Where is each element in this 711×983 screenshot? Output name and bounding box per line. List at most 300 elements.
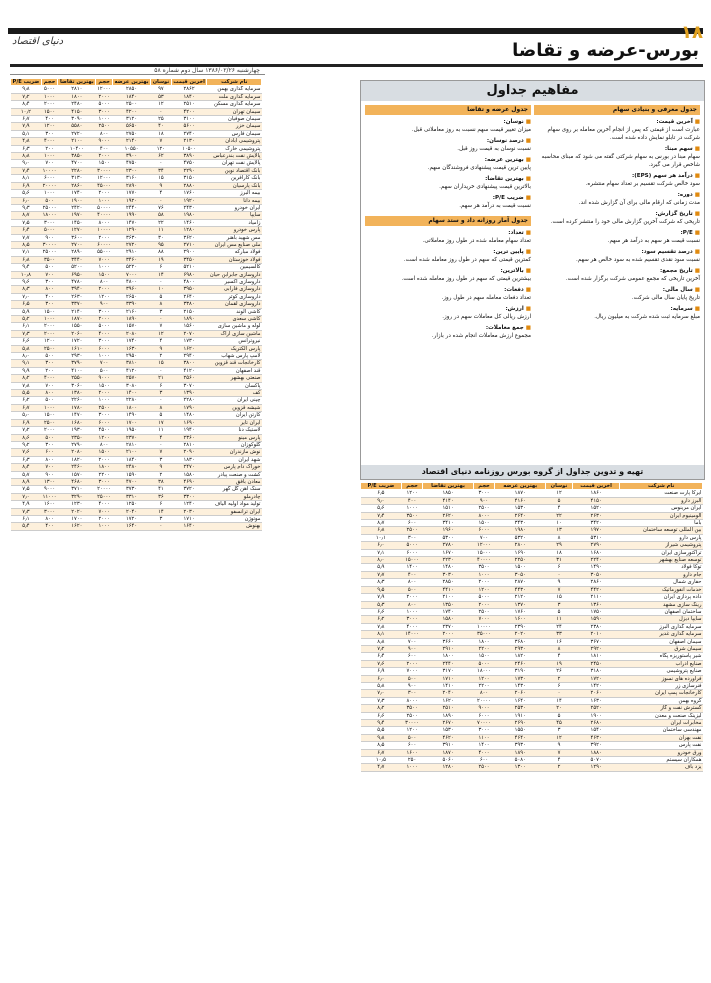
value-cell: ۵۲۲۰ — [112, 264, 150, 271]
value-cell: ۱۷ — [151, 419, 171, 426]
value-cell: ۷۰۰ — [41, 160, 58, 167]
value-cell: ۲۰۲۰ — [58, 508, 96, 515]
value-cell: ۲۴۲۰ — [58, 204, 96, 211]
value-cell: ۲۲ — [151, 219, 171, 226]
value-cell: ۲۳۷۰ — [112, 434, 150, 441]
company-name-cell: داروسازی کوثر — [207, 293, 262, 300]
value-cell: ۶٫۹ — [361, 668, 402, 675]
table-row — [361, 720, 703, 727]
value-cell: ۲۵۵۰ — [58, 375, 96, 382]
value-cell: ۳۰۰۰۰ — [97, 167, 112, 174]
value-cell: ۱۰۵۵۰ — [112, 145, 150, 152]
company-name-cell: مهندسی ساختمان — [620, 727, 703, 734]
value-cell: ۱۷۶۰ — [495, 608, 546, 615]
value-cell: ۵۰۰ — [41, 434, 58, 441]
value-cell: ۵۳۲۰ — [495, 534, 546, 541]
value-cell: ۱۲۰۰ — [401, 490, 423, 497]
value-cell: ۲۵۰۰ — [41, 419, 58, 426]
company-name-cell: کشت و صنعت پیاذر — [207, 471, 262, 478]
value-cell: ۳۰۰ — [41, 278, 58, 285]
value-cell: ۶۹۸۰ — [171, 271, 207, 278]
value-cell: ۹۵ — [151, 241, 171, 248]
value-cell: ۲۲۵۰ — [495, 557, 546, 564]
concept-definition: سود خالص شرکت تقسیم بر تعداد سهام منتشره. — [585, 181, 700, 187]
company-name-cell: نوش مازندران — [207, 449, 262, 456]
value-cell: ۲۱۴۰ — [112, 138, 150, 145]
value-cell: ۹٫۹ — [11, 367, 42, 374]
value-cell: ۲۱۶۰ — [112, 308, 150, 315]
value-cell: ۲۴۵۰ — [572, 660, 619, 667]
table-row — [11, 338, 262, 345]
value-cell: ۶٫۸ — [361, 527, 402, 534]
company-name-cell: خدمات انفورماتیک — [620, 586, 703, 593]
value-cell: ۱۷۷۰ — [112, 190, 150, 197]
value-cell: ۸۰۰ — [96, 130, 113, 137]
value-cell: ۶٫۷ — [11, 404, 42, 411]
value-cell: ۸٫۹ — [11, 478, 42, 485]
value-cell: ۶۰۰۰ — [41, 175, 58, 182]
value-cell: ۴۷۵۰ — [112, 160, 150, 167]
company-name-cell: کارخانجات پمپ ایران — [620, 690, 703, 697]
value-cell: ۳۹۳۰ — [495, 742, 546, 749]
value-cell: ۲۵۰۰ — [96, 404, 113, 411]
value-cell: ۲۳۸۰ — [572, 623, 619, 630]
table-row — [11, 249, 262, 256]
value-cell: ۳۱۲۰ — [112, 116, 150, 123]
value-cell: ۷٫۷ — [11, 234, 42, 241]
value-cell: ۱۰ — [546, 520, 573, 527]
value-cell: ۱۲ — [546, 490, 573, 497]
value-cell: ۳۹۶۰ — [112, 286, 150, 293]
value-cell: ۵۰۰۰ — [41, 86, 58, 93]
table-row — [361, 690, 703, 697]
value-cell: ۴۶۲۰ — [423, 734, 473, 741]
value-cell: ۱۷۵۰ — [572, 608, 619, 615]
value-cell: ۴۰ — [151, 123, 171, 130]
value-cell: ۲۲۳۰ — [423, 557, 473, 564]
company-name-cell: صنایع پتروشیمی — [620, 668, 703, 675]
value-cell: ۳۰۰۰ — [96, 108, 113, 115]
value-cell: ۱۷۹۰ — [171, 404, 207, 411]
table-row — [361, 727, 703, 734]
table-row — [11, 412, 262, 419]
value-cell: ۲۵۰۰ — [473, 764, 495, 771]
company-name-cell: لاستیک دنا — [207, 427, 262, 434]
value-cell: ۳۰۰۰ — [41, 219, 58, 226]
value-cell: ۹ — [151, 464, 171, 471]
value-cell: ۷۰۰ — [41, 271, 58, 278]
value-cell: ۱۲۳۰ — [58, 501, 96, 508]
value-cell: ۱۰۰۰ — [96, 397, 113, 404]
company-name-cell: ملی صنایع مس ایران — [207, 241, 262, 248]
value-cell: ۱۸۴۰ — [171, 93, 207, 100]
value-cell: ۲۰۰۰ — [473, 579, 495, 586]
value-cell: ۴۰۰۰۰ — [473, 557, 495, 564]
value-cell: ۱۹۸۰ — [495, 527, 546, 534]
value-cell: ۲۰۷۰ — [171, 330, 207, 337]
value-cell: ۷۰۰۰۰ — [473, 720, 495, 727]
value-cell: ۱۵۰۰ — [96, 382, 113, 389]
value-cell: ۵۳۰۰ — [423, 534, 473, 541]
concept-definition: تاریخ پایان سال مالی شرکت. — [631, 295, 700, 301]
value-cell: ۳۷۳۰ — [112, 486, 150, 493]
company-name-cell: نفت بهران — [620, 734, 703, 741]
table-row — [361, 594, 703, 601]
value-cell: ۱۰۰۰ — [41, 404, 58, 411]
company-name-cell: ایران ترانسفو — [207, 508, 262, 515]
value-cell: ۱۶۰۰ — [401, 749, 423, 756]
company-name-cell: توکا فولاد — [620, 564, 703, 571]
value-cell: ۶ — [151, 264, 171, 271]
concept-term: ■ ارزش: — [365, 305, 531, 313]
value-cell: ۱۵۵۰ — [58, 323, 96, 330]
table-row — [11, 234, 262, 241]
concept-definition: تعداد سهام معامله شده در طول روز معاملاتی. — [422, 238, 531, 244]
table-row — [11, 160, 262, 167]
value-cell: ۵۰۰۰ — [473, 594, 495, 601]
dateline: چهارشنبه ۱۳۸۶/۰۲/۲۶ سال دوم شماره ۵۸ — [154, 67, 260, 74]
table-row — [11, 404, 262, 411]
company-name-cell: شهد ایران — [207, 456, 262, 463]
table-row — [361, 705, 703, 712]
value-cell: ۱۵ — [546, 594, 573, 601]
value-cell: ۳۶۶۰ — [423, 638, 473, 645]
value-cell: ۱۰۰۰ — [401, 505, 423, 512]
value-cell: ۶٫۹ — [11, 419, 42, 426]
company-name-cell: سیمان اصفهان — [620, 638, 703, 645]
value-cell: ۳۱ — [546, 557, 573, 564]
table-row — [11, 286, 262, 293]
value-cell: ۲۵ — [151, 116, 171, 123]
table-row — [361, 757, 703, 764]
table-row — [11, 301, 262, 308]
table-row — [361, 579, 703, 586]
company-name-cell: بانک کارآفرین — [207, 175, 262, 182]
value-cell: ۲۸۵۰ — [112, 86, 150, 93]
company-name-cell: شیر پاستوریزه پگاه — [620, 653, 703, 660]
value-cell: ۳ — [151, 390, 171, 397]
value-cell: ۱۵۰۰ — [41, 108, 58, 115]
value-cell: ۳۳۹۰ — [112, 301, 150, 308]
value-cell: ۲۰۰۰ — [41, 427, 58, 434]
company-name-cell: آلومینیوم ایران — [620, 512, 703, 519]
value-cell: ۲۷۴۰ — [171, 130, 207, 137]
value-cell: ۱۹۷۰ — [58, 212, 96, 219]
value-cell: ۷۰۰ — [96, 360, 113, 367]
table-row — [11, 330, 262, 337]
concept-term: ■ P/E: — [534, 229, 700, 237]
value-cell: ۸۰۰۰ — [473, 512, 495, 519]
value-cell: ۲۲ — [546, 512, 573, 519]
company-name-cell: همکاران سیستم — [620, 757, 703, 764]
company-name-cell: صنایع آذرآب — [620, 660, 703, 667]
value-cell: ۷۰۰۰ — [112, 271, 150, 278]
value-cell: ۲۰۰۰ — [96, 153, 113, 160]
concept-term: ■ جمع معاملات: — [365, 324, 531, 332]
value-cell: ۷ — [151, 323, 171, 330]
value-cell: ۶٫۵ — [361, 490, 402, 497]
value-cell: ۲۶ — [546, 668, 573, 675]
value-cell: ۱۸۹۰ — [112, 316, 150, 323]
value-cell: ۳۱۰۰ — [171, 116, 207, 123]
value-cell: ۳۵۰۰ — [473, 564, 495, 571]
value-cell: ۶٫۵ — [11, 301, 42, 308]
table-row — [361, 557, 703, 564]
value-cell: ۲۶۲۰ — [423, 512, 473, 519]
company-name-cell: پارس الکتریک — [207, 345, 262, 352]
value-cell: ۱۶۲۰ — [423, 697, 473, 704]
value-cell: ۵۰۰ — [401, 586, 423, 593]
value-cell: ۱۶۲۰ — [171, 345, 207, 352]
value-cell: ۱۸۰۰۰ — [473, 668, 495, 675]
concept-definition: تاریخی که شرکت آخرین گزارش مالی خود را منتشر کرده است. — [550, 219, 700, 225]
table-row — [11, 167, 262, 174]
value-cell: ۵۲۱۰ — [171, 264, 207, 271]
value-cell: ۲ — [151, 471, 171, 478]
value-cell: ۱۰۰۰ — [41, 190, 58, 197]
value-cell: ۲۱۴۰ — [58, 308, 96, 315]
value-cell: ۸۰۰ — [41, 515, 58, 522]
dateline-rule — [10, 74, 265, 75]
table-row — [11, 175, 262, 182]
value-cell: ۱۵۰۰ — [41, 308, 58, 315]
company-name-cell: پالایش نفت بندرعباس — [207, 153, 262, 160]
value-cell: ۱۲۰۰ — [41, 338, 58, 345]
company-name-cell: چادرملو — [207, 493, 262, 500]
value-cell: ۰ — [151, 441, 171, 448]
value-cell: ۹٫۲ — [11, 441, 42, 448]
company-name-cell: سرمایه گذاری ملت — [207, 93, 262, 100]
value-cell: ۷۰۰ — [41, 382, 58, 389]
value-cell: ۳۰۰۰۰ — [401, 720, 423, 727]
value-cell: ۱۳ — [546, 527, 573, 534]
company-name-cell: پاکسان — [207, 382, 262, 389]
value-cell: ۹٫۸ — [361, 734, 402, 741]
company-name-cell: بیمه دانا — [207, 197, 262, 204]
value-cell: ۸٫۴ — [11, 101, 42, 108]
value-cell: ۵۰۰ — [41, 353, 58, 360]
value-cell: ۷٫۳ — [361, 697, 402, 704]
value-cell: ۱۴۰۰ — [401, 564, 423, 571]
th-last-price: آخرین قیمت — [572, 483, 619, 490]
concept-term: ■ نوسان: — [365, 118, 531, 126]
table-row — [361, 534, 703, 541]
concept-definition: بیشترین قیمتی که سهم در طول روز معامله شده است. — [401, 276, 531, 282]
value-cell: ۳۳۰۰ — [171, 493, 207, 500]
value-cell: ۵۳ — [151, 93, 171, 100]
value-cell: ۳۷۹۰ — [58, 360, 96, 367]
company-name-cell: ایران خودرو — [207, 204, 262, 211]
value-cell: ۱۹۲۰ — [112, 197, 150, 204]
value-cell: ۱۸ — [151, 130, 171, 137]
table-row — [11, 345, 262, 352]
value-cell: ۳۴۱۰ — [423, 520, 473, 527]
value-cell: ۳۳۱۰ — [112, 493, 150, 500]
value-cell: ۱۹ — [151, 256, 171, 263]
value-cell: ۱۵۰۰ — [96, 160, 113, 167]
company-name-cell: تراکتورسازی ایران — [620, 549, 703, 556]
table-row — [11, 271, 262, 278]
value-cell: ۱۶۳۰ — [112, 345, 150, 352]
value-cell: ۲۹۱۰ — [112, 249, 150, 256]
value-cell: ۵ — [546, 608, 573, 615]
table-row — [11, 449, 262, 456]
value-cell: ۱۷۳۰ — [171, 338, 207, 345]
value-cell: ۳۶۲۰ — [171, 234, 207, 241]
value-cell: ۱۴۰۰ — [112, 390, 150, 397]
concept-term: ■ دفعات: — [365, 286, 531, 294]
th-eps: ضریب P/E — [11, 79, 42, 86]
value-cell: ۱۵۱۰ — [423, 505, 473, 512]
table-row — [361, 608, 703, 615]
concept-term: ■ درآمد هر سهم (EPS): — [534, 172, 700, 180]
value-cell: ۹۰۰ — [96, 301, 113, 308]
value-cell: ۲۰۴۰ — [112, 508, 150, 515]
company-name-cell: گسترش نفت و گاز — [620, 705, 703, 712]
concept-definition: نسبت قیمت هر سهم به درآمد هر سهم. — [607, 238, 700, 244]
value-cell: ۵٫۵ — [361, 727, 402, 734]
concepts-title: مفاهیم جداول — [361, 81, 704, 101]
company-name-cell: کالسیمین — [207, 264, 262, 271]
value-cell: ۱۹۵۰ — [112, 427, 150, 434]
value-cell: ۶۰۰۰ — [96, 345, 113, 352]
value-cell: ۳۴۲۰ — [572, 520, 619, 527]
table-row — [361, 742, 703, 749]
value-cell: ۴٫۸ — [11, 138, 42, 145]
value-cell: ۹٫۴ — [11, 264, 42, 271]
value-cell: ۲۵۱۰ — [423, 705, 473, 712]
value-cell: ۱۰ — [151, 286, 171, 293]
value-cell: ۱۵۲۰ — [572, 505, 619, 512]
value-cell: ۱۴ — [546, 697, 573, 704]
th-last-price: آخرین قیمت — [171, 79, 207, 86]
value-cell: ۲۷۹۰ — [572, 542, 619, 549]
company-name-cell: مخابرات ایران — [620, 720, 703, 727]
value-cell: ۱۴۹۰ — [572, 564, 619, 571]
company-name-cell: ورق خودرو — [620, 749, 703, 756]
table-row — [11, 116, 262, 123]
value-cell: ۷٫۷ — [361, 571, 402, 578]
value-cell: ۷٫۳ — [11, 508, 42, 515]
value-cell: ۲۰۳۰ — [171, 508, 207, 515]
th-supply-price: بهترین عرضه — [112, 79, 150, 86]
value-cell: ۳۰۰۰ — [96, 338, 113, 345]
table-row — [11, 241, 262, 248]
value-cell: ۴۰۰۰ — [96, 501, 113, 508]
value-cell: ۵٫۸ — [361, 682, 402, 689]
value-cell: ۱۶۴۰ — [495, 697, 546, 704]
value-cell: ۱۲۹۰ — [112, 227, 150, 234]
value-cell: ۷٫۹ — [361, 594, 402, 601]
value-cell: ۶۰۰ — [473, 757, 495, 764]
table-row — [11, 382, 262, 389]
value-cell: ۸۰۰ — [41, 456, 58, 463]
value-cell: ۳۰۰۰ — [473, 490, 495, 497]
value-cell: ۴۰۰۰ — [41, 375, 58, 382]
company-name-cell: پارس مینو — [207, 434, 262, 441]
value-cell: ۵٫۹ — [11, 308, 42, 315]
value-cell: ۸٫۶ — [11, 434, 42, 441]
company-name-cell: لامپ پارس شهاب — [207, 353, 262, 360]
value-cell: ۴۷۸۰ — [58, 278, 96, 285]
company-name-cell: باما — [620, 520, 703, 527]
table-row — [11, 323, 262, 330]
value-cell: ۴۰۰ — [96, 145, 113, 152]
value-cell: ۱۶۰۰ — [495, 616, 546, 623]
value-cell: ۱۰۰۰ — [96, 353, 113, 360]
table-row — [11, 101, 262, 108]
company-name-cell: پارس دارو — [620, 534, 703, 541]
value-cell: ۵۰۸۰ — [495, 757, 546, 764]
company-name-cell: فرآورده های نسوز — [620, 675, 703, 682]
concept-term: ■ سرمایه: — [534, 305, 700, 313]
table-row — [11, 204, 262, 211]
value-cell: ۱۴۹۰ — [112, 412, 150, 419]
concept-term: ■ پایین ترین: — [365, 248, 531, 256]
table-row — [11, 153, 262, 160]
value-cell: ۲۱۳۰ — [171, 138, 207, 145]
value-cell: ۱۴۰۰ — [473, 742, 495, 749]
value-cell: ۴۷۵۰ — [171, 160, 207, 167]
value-cell: ۸۰۰۰ — [401, 697, 423, 704]
right-stock-table — [360, 482, 703, 772]
value-cell: ۱۵۰۰ — [41, 412, 58, 419]
value-cell: ۳۹۱۰ — [423, 742, 473, 749]
value-cell: ۳۹۲۰ — [572, 742, 619, 749]
value-cell: ۱۷۶۰ — [171, 190, 207, 197]
value-cell: ۱۳۹۰ — [171, 390, 207, 397]
value-cell: ۹ — [151, 345, 171, 352]
value-cell: ۵۸ — [151, 212, 171, 219]
value-cell: ۶٫۳ — [11, 145, 42, 152]
value-cell: ۲۵۰۰ — [473, 608, 495, 615]
value-cell: ۱۸۷۰ — [495, 490, 546, 497]
value-cell: ۸۰۰ — [41, 390, 58, 397]
value-cell: ۰ — [151, 397, 171, 404]
value-cell: ۱۹۰۰ — [58, 197, 96, 204]
value-cell: ۲۰۱۰ — [572, 631, 619, 638]
value-cell: ۲ — [546, 764, 573, 771]
value-cell: ۳۶ — [151, 493, 171, 500]
value-cell: ۴۱۰۰ — [58, 367, 96, 374]
value-cell: ۲۱۱۰ — [572, 594, 619, 601]
value-cell: ۹۰۰۰ — [96, 138, 113, 145]
value-cell: ۱۹۲۰ — [171, 197, 207, 204]
value-cell: ۸٫۰ — [11, 353, 42, 360]
concept-definition: نسبت قیمت به درآمد هر سهم. — [459, 203, 531, 209]
value-cell: ۷۰۰۰ — [401, 668, 423, 675]
value-cell: ۶۰۰ — [401, 520, 423, 527]
value-cell: ۴۰۰ — [401, 571, 423, 578]
company-name-cell: کارتن ایران — [207, 412, 262, 419]
value-cell: ۳۰۰۰ — [96, 308, 113, 315]
table-row — [361, 527, 703, 534]
value-cell: ۵۰۶۰ — [423, 757, 473, 764]
value-cell: ۲۰۰۰ — [96, 515, 113, 522]
value-cell: ۶۰۰۰ — [96, 419, 113, 426]
company-name-cell: داروسازی اکسیر — [207, 278, 262, 285]
value-cell: ۲۱۰۰ — [423, 594, 473, 601]
value-cell: ۲۵۰۰ — [401, 712, 423, 719]
value-cell: ۱۹۹۰ — [112, 212, 150, 219]
value-cell: ۷۶ — [151, 204, 171, 211]
value-cell: ۱۵۷۰ — [58, 471, 96, 478]
value-cell: ۱۷۲۰ — [572, 675, 619, 682]
value-cell: ۱۹۷۰ — [572, 527, 619, 534]
value-cell: ۱۶۸۰ — [58, 419, 96, 426]
value-cell: ۵۶۵۰ — [112, 123, 150, 130]
value-cell: ۳۸۹۰ — [171, 153, 207, 160]
